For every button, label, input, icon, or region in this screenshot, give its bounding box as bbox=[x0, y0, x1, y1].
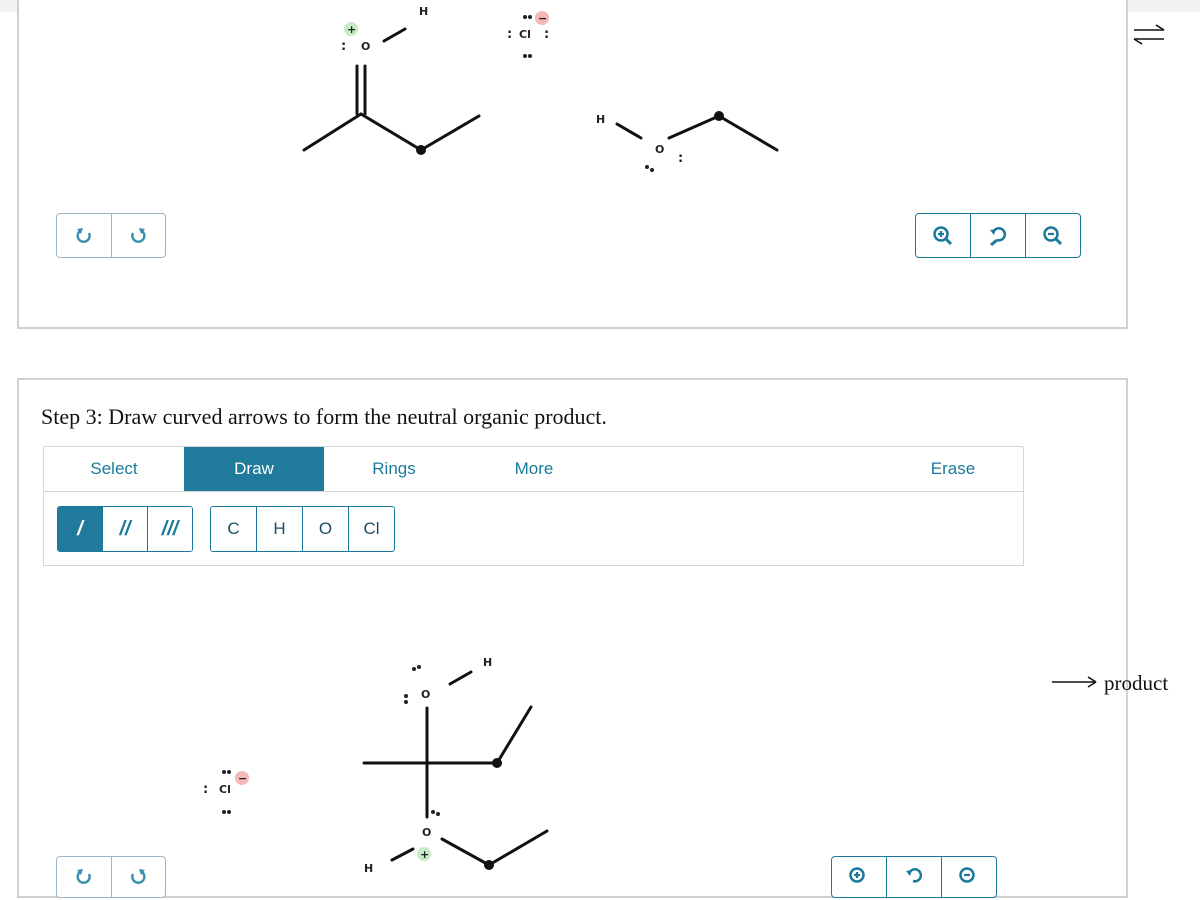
bond bbox=[304, 114, 361, 150]
product-label: product bbox=[1104, 671, 1169, 695]
zoom-out-icon bbox=[1043, 226, 1063, 246]
molecule-canvas-previous[interactable] bbox=[19, 0, 1130, 331]
zoom-controls bbox=[915, 213, 1081, 258]
lone-pair-dot bbox=[404, 694, 408, 698]
undo-button[interactable] bbox=[57, 857, 112, 897]
atom-o-ether[interactable]: O bbox=[655, 143, 665, 156]
carbon-dot bbox=[714, 111, 724, 121]
lone-pair-dot bbox=[645, 165, 649, 169]
atom-o-ketone[interactable]: O bbox=[361, 40, 371, 53]
molecule-canvas-step3[interactable] bbox=[19, 380, 1130, 900]
lone-pair-dot bbox=[227, 810, 231, 814]
atom-h-button[interactable]: H bbox=[257, 507, 303, 551]
undo-icon bbox=[75, 227, 93, 245]
lone-pair-dot bbox=[436, 812, 440, 816]
double-bond-button[interactable]: // bbox=[103, 507, 148, 551]
zoom-reset-icon bbox=[988, 226, 1008, 246]
single-bond-button[interactable]: / bbox=[58, 507, 103, 551]
redo-button[interactable] bbox=[112, 857, 166, 897]
zoom-in-button[interactable] bbox=[832, 857, 887, 897]
tab-erase[interactable]: Erase bbox=[930, 459, 976, 478]
zoom-in-icon bbox=[849, 867, 869, 887]
redo-icon bbox=[129, 868, 147, 886]
lone-pair-dot bbox=[404, 700, 408, 704]
lone-pair-dot bbox=[528, 15, 532, 19]
tab-select[interactable]: Select bbox=[90, 459, 138, 478]
atom-cl[interactable]: Cl bbox=[219, 783, 231, 796]
redo-icon bbox=[129, 227, 147, 245]
tab-rings[interactable]: Rings bbox=[372, 459, 416, 478]
positive-charge: + bbox=[347, 23, 357, 36]
undo-icon bbox=[75, 868, 93, 886]
bond bbox=[617, 124, 641, 138]
zoom-out-icon bbox=[959, 867, 979, 887]
bond bbox=[392, 849, 413, 860]
bonds bbox=[364, 672, 547, 865]
reaction-arrow-icon bbox=[1050, 672, 1100, 692]
lone-pair-dot bbox=[222, 810, 226, 814]
lone-pair-dot bbox=[417, 665, 421, 669]
atom-h-bottom[interactable]: H bbox=[364, 862, 374, 875]
lone-pair-dot bbox=[523, 54, 527, 58]
carbon-dot bbox=[484, 860, 494, 870]
bond bbox=[421, 116, 479, 150]
atom-h-top[interactable]: H bbox=[483, 656, 493, 669]
bond bbox=[384, 29, 405, 41]
zoom-reset-button[interactable] bbox=[887, 857, 942, 897]
zoom-in-button[interactable] bbox=[916, 214, 971, 257]
atom-h-ether[interactable]: H bbox=[596, 113, 606, 126]
bond bbox=[719, 116, 777, 150]
equilibrium-arrows-icon bbox=[1130, 20, 1170, 50]
carbon-dot bbox=[416, 145, 426, 155]
lone-pair-dot bbox=[227, 770, 231, 774]
history-controls bbox=[56, 213, 166, 258]
negative-charge: − bbox=[238, 772, 248, 785]
lone-pair-dot bbox=[412, 667, 416, 671]
zoom-controls-step3 bbox=[831, 856, 997, 898]
atom-o-bottom[interactable]: O bbox=[422, 826, 432, 839]
bonds bbox=[304, 29, 777, 150]
tab-more[interactable]: More bbox=[514, 459, 554, 478]
lone-pair: : bbox=[203, 782, 209, 797]
bond bbox=[669, 116, 719, 138]
triple-bond-button[interactable]: /// bbox=[148, 507, 192, 551]
zoom-reset-icon bbox=[904, 867, 924, 887]
lone-pair-dot bbox=[431, 810, 435, 814]
drawing-panel-step3[interactable] bbox=[17, 378, 1128, 898]
zoom-reset-button[interactable] bbox=[971, 214, 1026, 257]
zoom-in-icon bbox=[933, 226, 953, 246]
bond bbox=[450, 672, 471, 684]
positive-charge: + bbox=[420, 848, 430, 861]
history-controls-step3 bbox=[56, 856, 166, 898]
negative-charge: − bbox=[538, 12, 548, 25]
carbon-dot bbox=[492, 758, 502, 768]
atom-cl[interactable]: Cl bbox=[519, 28, 531, 41]
lone-pair: : bbox=[341, 39, 347, 54]
bond bbox=[489, 831, 547, 865]
zoom-out-button[interactable] bbox=[942, 857, 996, 897]
atom-o-button[interactable]: O bbox=[303, 507, 349, 551]
atom-c-button[interactable]: C bbox=[211, 507, 257, 551]
lone-pair: : bbox=[544, 27, 550, 42]
lone-pair-dot bbox=[650, 168, 654, 172]
lone-pair: : bbox=[507, 27, 513, 42]
lone-pair-dot bbox=[523, 15, 527, 19]
lone-pair-dot bbox=[528, 54, 532, 58]
atom-h-top[interactable]: H bbox=[419, 5, 429, 18]
step-title: Step 3: Draw curved arrows to form the neutral organic product. bbox=[41, 404, 607, 429]
bond bbox=[497, 707, 531, 763]
atom-o-top[interactable]: O bbox=[421, 688, 431, 701]
bond bbox=[442, 839, 489, 865]
undo-button[interactable] bbox=[57, 214, 112, 257]
drawing-panel-previous[interactable] bbox=[17, 0, 1128, 329]
tab-draw[interactable]: Draw bbox=[184, 447, 324, 491]
lone-pair: : bbox=[678, 151, 684, 166]
lone-pair-dot bbox=[222, 770, 226, 774]
atom-cl-button[interactable]: Cl bbox=[363, 519, 380, 538]
bond bbox=[361, 114, 421, 150]
redo-button[interactable] bbox=[112, 214, 166, 257]
zoom-out-button[interactable] bbox=[1026, 214, 1080, 257]
